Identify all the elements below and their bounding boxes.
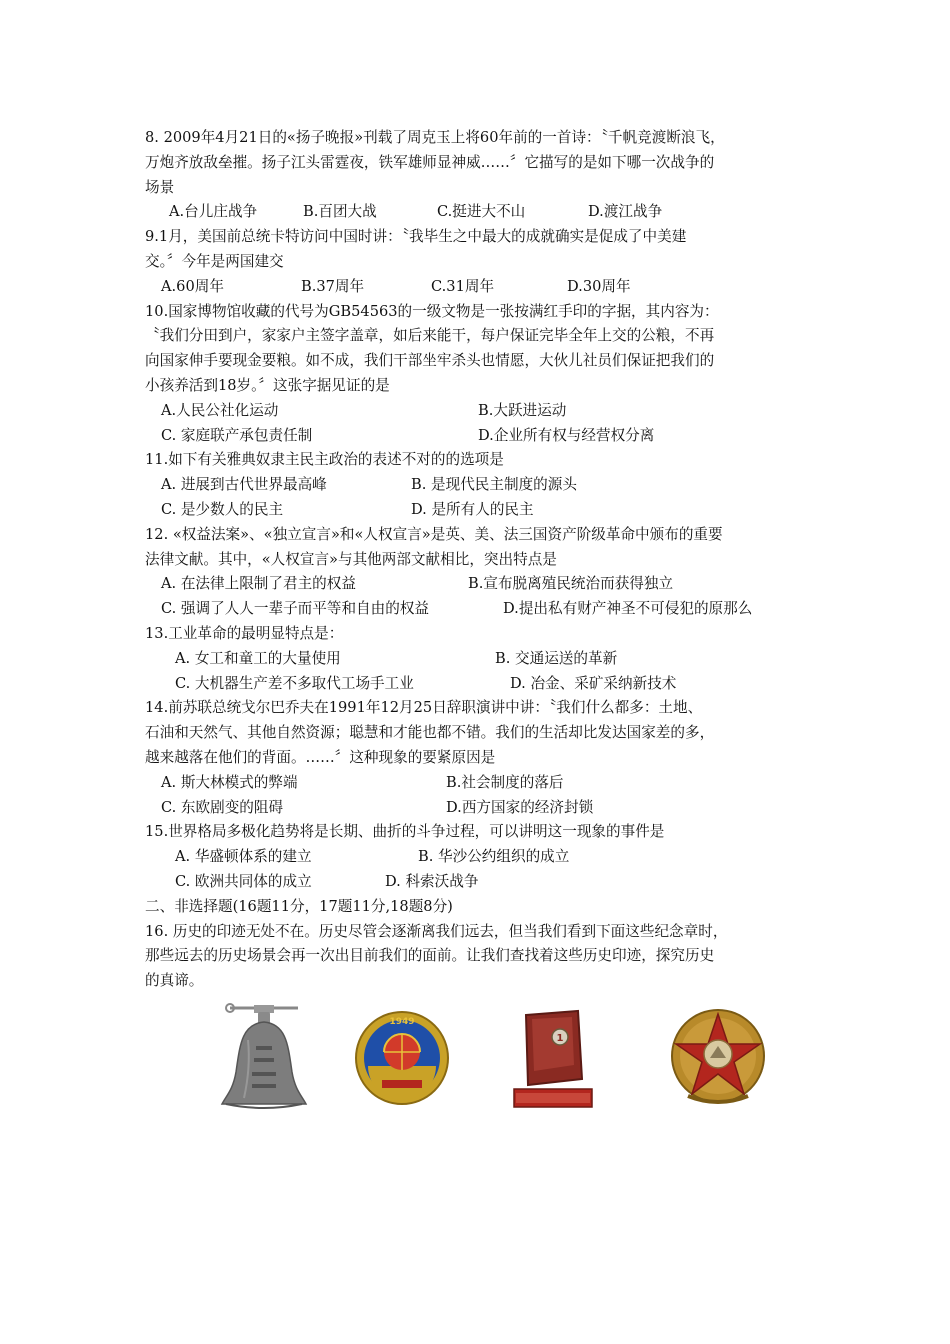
bell-medal-icon: [218, 1000, 310, 1115]
question-15-options-row2: [145, 870, 810, 895]
option-a: A.台儿庄战争: [169, 203, 258, 221]
option-b: B.37周年: [301, 277, 365, 295]
option-a: A.人民公社化运动: [161, 401, 279, 419]
option-c: C. 是少数人的民主: [161, 500, 284, 518]
option-c: C. 家庭联产承包责任制: [161, 426, 313, 444]
option-d: D.30周年: [567, 277, 631, 295]
option-c: C. 强调了人人一辈子而平等和自由的权益: [161, 600, 430, 618]
question-10-stem-line: 10.国家博物馆收藏的代号为GB54563的一级文物是一张按满红手印的字据，其内容为：: [145, 302, 719, 320]
question-12-options-row2: [145, 597, 810, 622]
option-b: B. 华沙公约组织的成立: [418, 848, 570, 866]
question-8-stem-line: 场景: [145, 178, 175, 196]
question-14-stem-line: 14.前苏联总统戈尔巴乔夫在1991年12月25日辞职演讲中讲：〝我们什么都多：土地、: [145, 699, 703, 717]
question-13-options-row1: [145, 647, 810, 672]
question-10-options-row1: [145, 399, 810, 424]
question-9-stem-line: 9.1月，美国前总统卡特访问中国时讲：〝我毕生之中最大的成就确实是促成了中美建: [145, 228, 687, 246]
section-2-title: 二、非选择题(16题11分，17题11分,18题8分): [145, 897, 453, 915]
question-16-stem-line: 那些远去的历史场景会再一次出目前我们的面前。让我们查找着这些历史印迹，探究历史: [145, 947, 715, 965]
medal-images: [0, 1000, 950, 1120]
option-c: C.挺进大不山: [437, 203, 526, 221]
medal-number-text: 1: [556, 1033, 564, 1044]
exam-page: [145, 126, 810, 994]
question-14-stem-line: 石油和天然气、其他自然资源；聪慧和才能也都不错。我们的生活却比发达国家差的多，: [145, 724, 715, 742]
option-d: D. 冶金、采矿采纳新技术: [510, 674, 677, 692]
question-16-stem-line: 16. 历史的印迹无处不在。历史尽管会逐渐离我们远去，但当我们看到下面这些纪念章时，: [145, 922, 728, 940]
option-b: B. 交通运送的革新: [495, 649, 618, 667]
question-16-stem-line: 的真谛。: [145, 972, 204, 990]
question-11-options-row2: [145, 498, 810, 523]
medal-year-text: 1949: [389, 1017, 415, 1027]
option-a: A. 在法律上限制了君主的权益: [161, 575, 356, 593]
question-10-stem-line: 〝我们分田到户，家家户主签字盖章，如后来能干，每户保证完毕全年上交的公粮，不再: [145, 327, 715, 345]
question-14-options-row2: [145, 796, 810, 821]
cppcc-emblem-medal-icon: [354, 1000, 452, 1115]
option-d: D. 是所有人的民主: [411, 500, 534, 518]
option-b: B.百团大战: [303, 203, 377, 221]
question-9-options: [145, 275, 810, 300]
question-14: [145, 696, 810, 820]
option-d: D.西方国家的经济封锁: [446, 798, 594, 816]
question-16: [145, 920, 810, 994]
question-11: [145, 448, 810, 522]
question-11-options-row1: [145, 473, 810, 498]
question-11-stem-line: 11.如下有关雅典奴隶主民主政治的表述不对的的选项是: [145, 451, 504, 469]
option-c: C. 大机器生产差不多取代工场手工业: [175, 674, 414, 692]
star-medal-icon: [668, 1000, 768, 1115]
flag-medal-icon: [508, 1005, 596, 1115]
question-8-stem-line: 万炮齐放敌垒摧。扬子江头雷霆夜，铁军雄师显神威……〞它描写的是如下哪一次战争的: [145, 153, 715, 171]
option-a: A. 进展到古代世界最高峰: [161, 476, 327, 494]
question-12-options-row1: [145, 572, 810, 597]
question-10: [145, 300, 810, 449]
question-13-stem-line: 13.工业革命的最明显特点是：: [145, 624, 344, 642]
option-c: C.31周年: [431, 277, 495, 295]
option-c: C. 东欧剧变的阻碍: [161, 798, 284, 816]
option-d: D.渡江战争: [588, 203, 663, 221]
question-15-options-row1: [145, 845, 810, 870]
question-15: [145, 820, 810, 894]
option-b: B.宣布脱离殖民统治而获得独立: [468, 575, 674, 593]
option-b: B.大跃进运动: [478, 401, 567, 419]
option-d: D.企业所有权与经营权分离: [478, 426, 655, 444]
question-10-stem-line: 小孩养活到18岁。〞这张字据见证的是: [145, 376, 390, 394]
question-12-stem-line: 12. «权益法案»、«独立宣言»和«人权宣言»是英、美、法三国资产阶级革命中颁布的重要: [145, 525, 723, 543]
question-14-options-row1: [145, 771, 810, 796]
question-9: [145, 225, 810, 299]
option-b: B. 是现代民主制度的源头: [411, 476, 577, 494]
question-13-options-row2: [145, 672, 810, 697]
option-b: B.社会制度的落后: [446, 773, 564, 791]
question-14-stem-line: 越来越落在他们的背面。……〞这种现象的要紧原因是: [145, 748, 496, 766]
question-8-options: [145, 200, 810, 225]
option-a: A. 女工和童工的大量使用: [175, 649, 341, 667]
option-d: D.提出私有财产神圣不可侵犯的原那么: [503, 600, 753, 618]
question-10-stem-line: 向国家伸手要现金要粮。如不成，我们干部坐牢杀头也情愿，大伙儿社员们保证把我们的: [145, 352, 715, 370]
option-a: A.60周年: [161, 277, 224, 295]
option-c: C. 欧洲共同体的成立: [175, 872, 312, 890]
question-10-options-row2: [145, 424, 810, 449]
question-12: [145, 523, 810, 622]
question-13: [145, 622, 810, 696]
question-15-stem-line: 15.世界格局多极化趋势将是长期、曲折的斗争过程，可以讲明这一现象的事件是: [145, 823, 665, 841]
option-a: A. 斯大林模式的弊端: [161, 773, 298, 791]
question-8: [145, 126, 810, 225]
option-a: A. 华盛顿体系的建立: [175, 848, 312, 866]
question-8-stem-line: 8. 2009年4月21日的«扬子晚报»刊载了周克玉上将60年前的一首诗：〝千帆竞渡断浪飞，: [145, 129, 725, 146]
question-9-stem-line: 交。〞今年是两国建交: [145, 252, 284, 270]
question-12-stem-line: 法律文献。其中，«人权宣言»与其他两部文献相比，突出特点是: [145, 550, 557, 568]
option-d: D. 科索沃战争: [385, 872, 479, 890]
